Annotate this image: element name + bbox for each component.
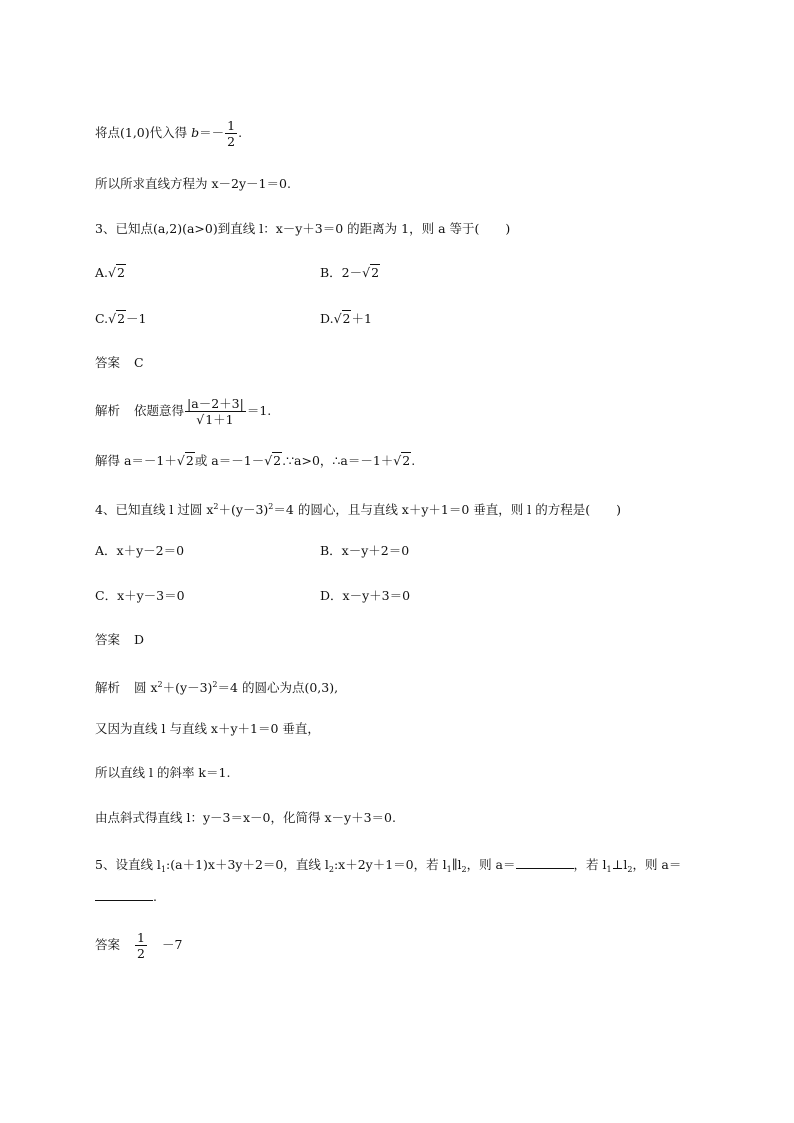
q3-solution [95,453,415,469]
option-label: C. [95,311,109,326]
text: 由点斜式得直线 l：y－3＝x－0，化简得 x－y＋3＝0. [95,810,396,825]
text: 圆 x [134,680,158,695]
text: 所以所求直线方程为 x－2y－1＝0. [95,176,291,191]
q4-answer [95,632,144,648]
text: 4、已知直线 l 过圆 x [95,502,214,517]
question-5 [95,855,681,878]
option-label: B．2－ [320,265,363,280]
radicand: 2 [116,265,125,280]
option-text: A．x＋y－2＝0 [95,543,185,558]
text: ⊥l [611,857,628,872]
q4-option-d [320,588,410,604]
superscript: 2 [212,680,218,689]
fraction-denominator [185,412,246,427]
q5-answer [95,930,182,961]
q4-option-a [95,543,184,559]
superscript: 2 [268,502,274,511]
sqrt: √2 [108,311,126,326]
text: 或 a＝－1－ [194,453,265,468]
radicand: 2 [185,453,194,468]
text: 5、设直线 l [95,857,161,872]
text: . [238,125,243,140]
text: :x＋2y＋1＝0，若 l [333,857,447,872]
radicand: 2 [371,265,380,280]
text: 依题意得 [134,403,185,418]
sqrt: √2 [362,265,380,280]
answer-label: 答案 [95,632,121,647]
radicand: 2 [402,453,411,468]
sqrt: √2 [264,453,282,468]
q3-analysis [95,396,271,427]
fraction-denominator: 2 [227,134,236,149]
answer-blank-2[interactable] [95,887,153,901]
text: ＝4 的圆心，且与直线 x＋y＋1＝0 垂直，则 l 的方程是( [273,502,591,517]
subscript: 1 [160,865,167,874]
q4-option-c [95,588,185,604]
radicand: 2 [273,453,282,468]
sqrt: √2 [108,265,125,280]
question-paren: ) [505,221,511,236]
text: ＋(y－3) [218,502,269,517]
subscript: 2 [328,865,334,874]
q4-analysis-line-3 [95,765,230,781]
q4-analysis [95,677,338,696]
answer-label: 答案 [95,937,121,952]
answer-fraction [135,930,147,961]
text: ∥l [451,857,462,872]
q3-answer [95,355,144,371]
question-4 [95,499,621,518]
question-text: 3、已知点(a,2)(a>0)到直线 l：x－y＋3＝0 的距离为 1，则 a 等于( [95,221,480,236]
q4-analysis-line-2 [95,721,320,737]
radicand: 1＋1 [205,412,234,427]
q3-option-a [95,265,126,281]
q4-analysis-line-4 [95,810,396,826]
answer-value: C [134,355,144,370]
answer-value: －7 [161,937,183,952]
text: :(a＋1)x＋3y＋2＝0，直线 l [166,857,329,872]
text: 所以直线 l 的斜率 k＝1. [95,765,231,780]
text: ＋1 [351,311,372,326]
answer-label: 答案 [95,355,121,370]
fraction-denominator: 2 [137,946,145,961]
sqrt: √2 [333,311,351,326]
question-3 [95,221,510,237]
substitution-line [95,118,242,149]
q3-option-b [320,265,380,281]
superscript: 2 [213,502,219,511]
analysis-label: 解析 [95,680,121,695]
sqrt: √2 [393,453,411,468]
text: ＝－ [199,125,225,140]
option-label: D. [320,311,334,326]
q3-option-d [320,311,372,327]
text: . [153,889,157,904]
subscript: 2 [461,865,467,874]
text-var: b [191,125,200,140]
fraction [185,396,246,427]
option-text: D．x－y＋3＝0 [320,588,411,603]
subscript: 1 [606,865,612,874]
text: ，若 l [573,857,607,872]
fraction-numerator: 1 [137,930,145,945]
text: ＝4 的圆心为点(0,3), [217,680,339,695]
radicand: 2 [342,311,351,326]
question-5-continued [95,887,157,905]
sqrt: √2 [176,453,194,468]
subscript: 2 [627,865,633,874]
q4-option-b [320,543,409,559]
option-text: B．x－y＋2＝0 [320,543,410,558]
text: －1 [126,311,147,326]
text: ，则 a＝ [632,857,682,872]
answer-value: D [134,632,145,647]
option-text: C．x＋y－3＝0 [95,588,185,603]
text: ＝1. [246,403,272,418]
fraction [225,118,237,149]
text: . [411,453,416,468]
text: ＋(y－3) [162,680,213,695]
sqrt: √1＋1 [196,412,234,427]
subscript: 1 [446,865,452,874]
text: 又因为直线 l 与直线 x＋y＋1＝0 垂直， [95,721,320,736]
text: .∵a>0，∴a＝－1＋ [282,453,394,468]
text: 解得 a＝－1＋ [95,453,177,468]
fraction-numerator: 1 [227,118,236,133]
conclusion-line [95,176,291,192]
text: 将点(1,0)代入得 [95,125,192,140]
question-paren: ) [616,502,621,517]
text: ，则 a＝ [466,857,516,872]
q3-option-c [95,311,146,327]
fraction-numerator: |a－2＋3| [187,396,244,411]
superscript: 2 [157,680,163,689]
analysis-label: 解析 [95,403,121,418]
radicand: 2 [117,311,126,326]
answer-blank-1[interactable] [516,855,574,869]
option-label: A. [95,265,109,280]
